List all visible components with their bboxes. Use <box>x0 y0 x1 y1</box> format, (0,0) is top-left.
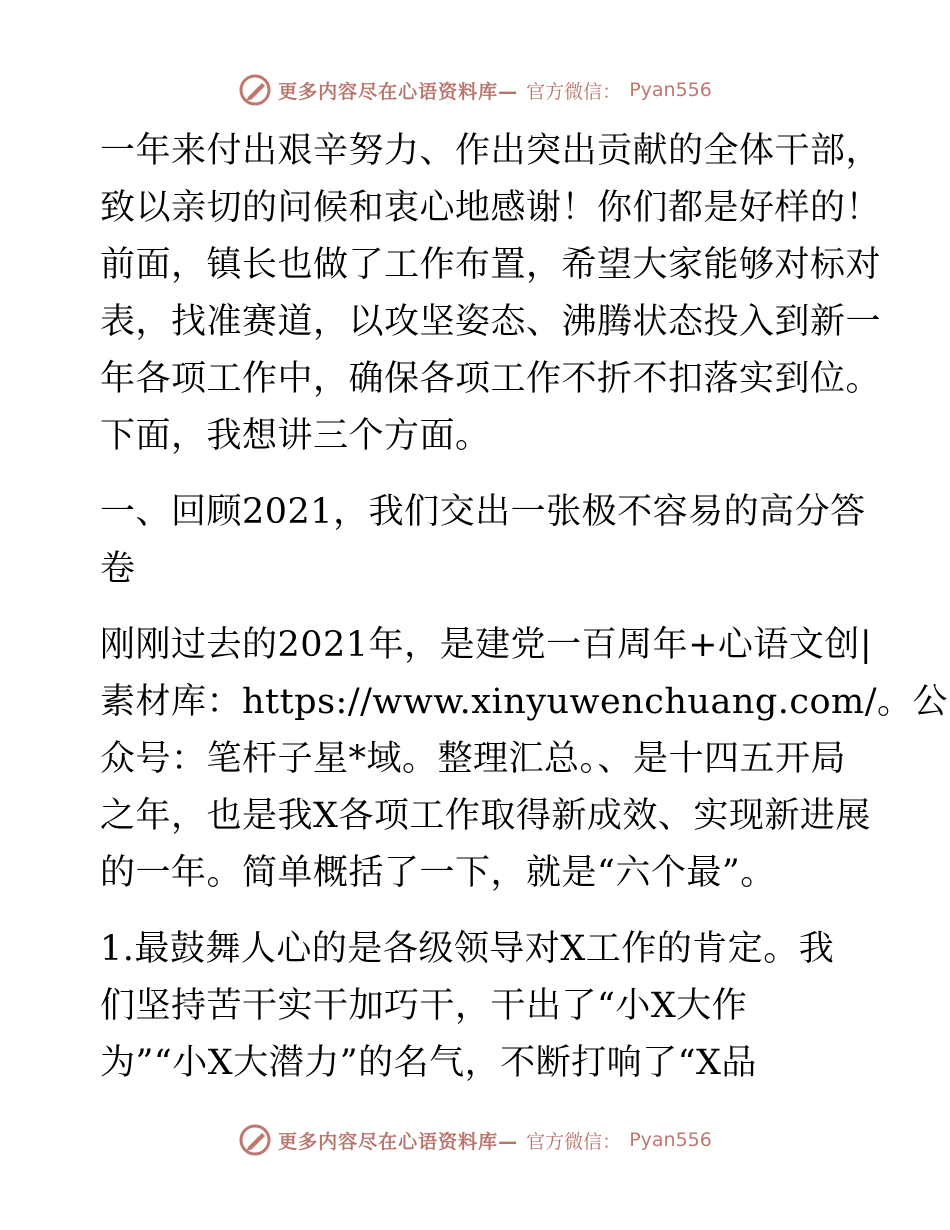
banner-text: 更多内容尽在心语资料库— <box>278 1130 519 1153</box>
pen-logo-icon <box>238 73 272 107</box>
text-line: 们坚持苦干实干加巧干，干出了“小X大作 <box>100 986 748 1026</box>
document-body <box>100 123 949 1092</box>
text-line: 致以亲切的问候和衷心地感谢！你们都是好样的！ <box>100 188 882 228</box>
paragraph <box>100 123 882 465</box>
paragraph <box>100 921 870 1092</box>
text-line: 的一年。简单概括了一下，就是“六个最”。 <box>100 853 776 893</box>
text-line: 众号：笔杆子星*域。整理汇总。、是十四五开局 <box>100 739 847 779</box>
footer-watermark-banner <box>0 1120 950 1160</box>
heading-line: 卷 <box>100 549 136 589</box>
pen-logo-icon <box>238 1123 272 1157</box>
text-line: 一年来付出艰辛努力、作出突出贡献的全体干部， <box>100 131 882 171</box>
text-line: 表，找准赛道，以攻坚姿态、沸腾状态投入到新一 <box>100 302 882 342</box>
text-line: 年各项工作中，确保各项工作不折不扣落实到位。 <box>100 359 882 399</box>
banner-wechat-id: Pyan556 <box>629 79 712 101</box>
banner-wechat-label: 官方微信： <box>526 1130 622 1153</box>
text-line: 素材库：https://www.xinyuwenchuang.com/。公 <box>100 682 949 722</box>
text-line: 下面，我想讲三个方面。 <box>100 416 491 456</box>
header-watermark-banner <box>0 70 950 110</box>
text-line: 为”“小X大潜力”的名气，不断打响了“X品 <box>100 1043 757 1083</box>
text-line: 前面，镇长也做了工作布置，希望大家能够对标对 <box>100 245 882 285</box>
banner-wechat-label: 官方微信： <box>526 80 622 103</box>
text-line: 之年，也是我X各项工作取得新成效、实现新进展 <box>100 796 871 836</box>
text-line: 刚刚过去的2021年，是建党一百周年+心语文创| <box>100 625 873 665</box>
heading-line: 一、回顾2021，我们交出一张极不容易的高分答 <box>100 492 866 532</box>
section-heading <box>100 484 870 598</box>
banner-text: 更多内容尽在心语资料库— <box>278 80 519 103</box>
paragraph <box>100 617 949 902</box>
text-line: 1.最鼓舞人心的是各级领导对X工作的肯定。我 <box>100 929 835 969</box>
banner-wechat-id: Pyan556 <box>629 1129 712 1151</box>
